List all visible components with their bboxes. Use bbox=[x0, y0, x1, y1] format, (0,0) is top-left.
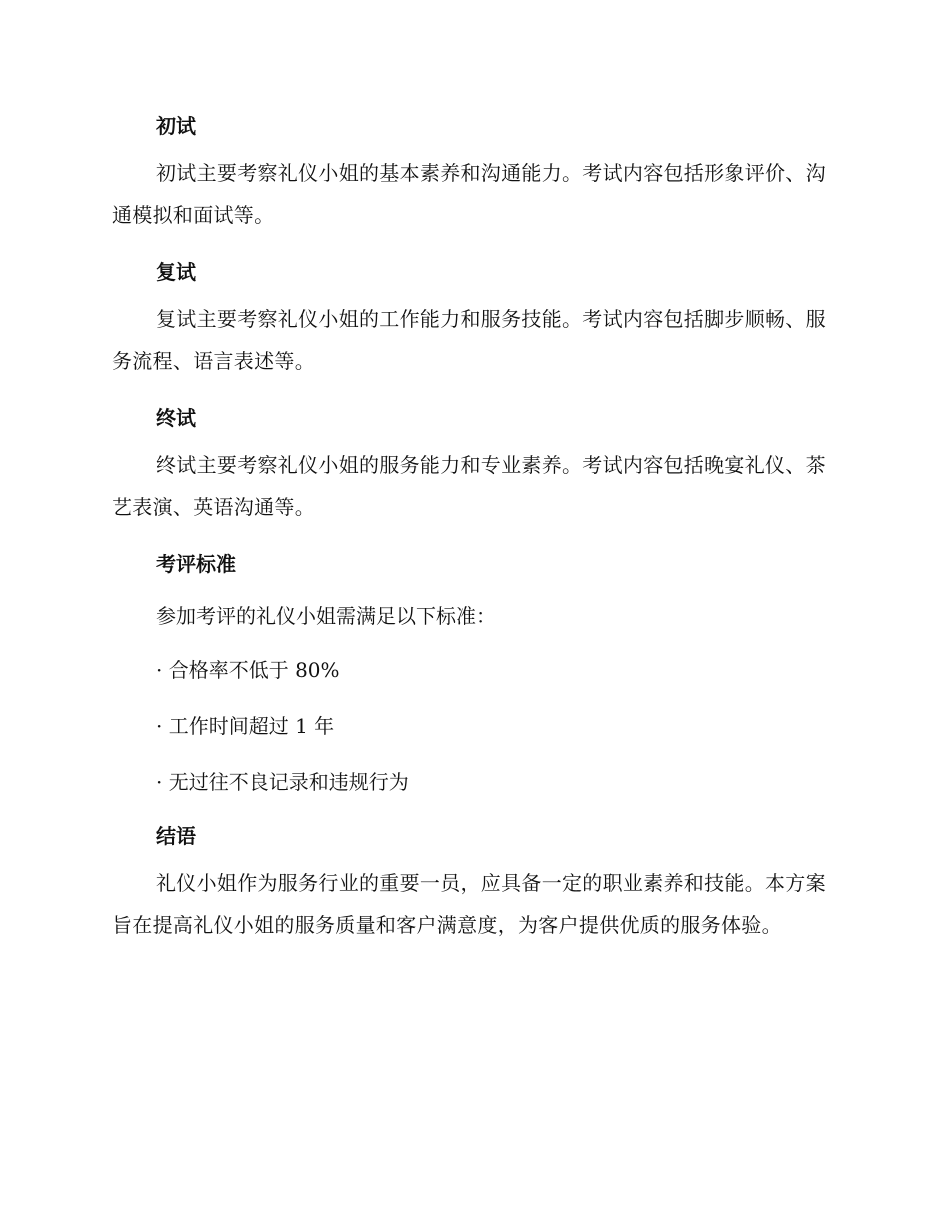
conclusion-body: 礼仪小姐作为服务行业的重要一员，应具备一定的职业素养和技能。本方案旨在提高礼仪小姐的服务质量和客户满意度，为客户提供优质的服务体验。 bbox=[112, 871, 826, 937]
document-page bbox=[112, 100, 832, 956]
section-heading-second-round: 复试 bbox=[156, 260, 196, 284]
criteria-heading: 考评标准 bbox=[156, 552, 236, 576]
section-heading-preliminary: 初试 bbox=[156, 114, 196, 138]
section-body-second-round: 复试主要考察礼仪小姐的工作能力和服务技能。考试内容包括脚步顺畅、服务流程、语言表述等。 bbox=[112, 307, 826, 373]
section-heading-final-round: 终试 bbox=[156, 406, 196, 430]
section-body-final-round: 终试主要考察礼仪小姐的服务能力和专业素养。考试内容包括晚宴礼仪、茶艺表演、英语沟通等。 bbox=[112, 453, 826, 519]
conclusion-heading: 结语 bbox=[156, 824, 196, 848]
criteria-intro: 参加考评的礼仪小姐需满足以下标准： bbox=[156, 604, 496, 628]
criteria-item: · 合格率不低于 80% bbox=[156, 658, 340, 682]
section-body-preliminary: 初试主要考察礼仪小姐的基本素养和沟通能力。考试内容包括形象评价、沟通模拟和面试等。 bbox=[112, 161, 826, 227]
criteria-item: · 无过往不良记录和违规行为 bbox=[156, 770, 409, 794]
criteria-item: · 工作时间超过 1 年 bbox=[156, 714, 335, 738]
